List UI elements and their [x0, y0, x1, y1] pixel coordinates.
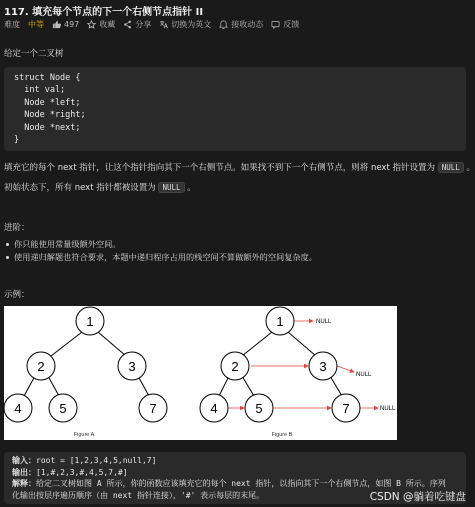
share-icon	[123, 20, 132, 29]
node-label: 4	[14, 401, 22, 416]
favorite-label: 收藏	[99, 20, 116, 29]
explain-text: 给定二叉树如图 A 所示，你的函数应该填充它的每个 next 指针，以指向其下一个右侧节点，如图 B 所示。序列	[36, 479, 446, 489]
node-label: 5	[255, 401, 263, 416]
example-figure	[4, 306, 397, 440]
binary-tree-diagram	[4, 306, 397, 440]
advanced-list	[4, 238, 317, 264]
input-label: 输入：	[12, 456, 36, 465]
notification-label: 接收动态	[231, 20, 264, 29]
description-paragraph-2	[4, 181, 196, 193]
description-text-end: 。	[466, 163, 475, 173]
input-value: root = [1,2,3,4,5,null,7]	[36, 456, 157, 465]
bell-icon	[219, 20, 228, 29]
code-line: int val;	[14, 85, 66, 96]
like-button[interactable]	[52, 20, 79, 29]
null-label: NULL	[356, 372, 372, 378]
description-paragraph-1	[4, 161, 475, 173]
example-output-line	[12, 467, 458, 479]
favorite-button[interactable]	[87, 19, 115, 30]
problem-title: 117. 填充每个节点的下一个右侧节点指针 II	[4, 7, 204, 18]
description-text-end: 。	[187, 183, 196, 193]
null-code-tag: NULL	[438, 162, 464, 173]
star-icon	[87, 20, 96, 29]
null-label: NULL	[380, 406, 396, 412]
node-label: 2	[231, 359, 239, 374]
code-line: }	[14, 135, 20, 146]
example-heading: 示例：	[4, 290, 30, 300]
figure-b-next-pointers	[228, 321, 378, 408]
feedback-label: 反馈	[283, 20, 300, 29]
share-button[interactable]	[123, 19, 151, 30]
advanced-heading: 进阶：	[4, 223, 30, 233]
list-item: 你只能使用常量级额外空间。	[4, 238, 317, 251]
output-value: [1,#,2,3,#,4,5,7,#]	[36, 467, 128, 477]
csdn-watermark: CSDN @躺着吃键盘	[369, 491, 466, 503]
node-label: 4	[210, 401, 218, 416]
node-label: 7	[342, 401, 350, 416]
share-label: 分享	[135, 20, 152, 29]
node-struct-code-block	[4, 67, 466, 151]
code-line: Node *next;	[14, 122, 81, 133]
code-line: Node *right;	[14, 110, 86, 121]
like-count: 497	[64, 20, 80, 29]
list-item: 使用递归解题也符合要求，本题中递归程序占用的栈空间不算做额外的空间复杂度。	[4, 251, 317, 264]
intro-text: 给定一个二叉树	[4, 49, 64, 59]
node-label: 2	[37, 359, 45, 374]
node-label: 1	[276, 314, 284, 329]
node-label: 1	[86, 314, 94, 329]
node-label: 3	[128, 359, 136, 374]
difficulty-label: 难度	[4, 20, 20, 29]
node-label: 5	[59, 401, 67, 416]
switch-language-label: 切换为英文	[171, 20, 212, 29]
problem-meta-bar	[4, 19, 299, 30]
node-label: 3	[319, 359, 327, 374]
feedback-icon	[271, 20, 280, 29]
node-label: 7	[149, 401, 157, 416]
example-explain-line-2: 化输出按层序遍历顺序（由 next 指针连接），'#' 表示每层的末尾。	[12, 490, 265, 500]
translate-icon	[159, 20, 168, 29]
figure-a-caption: Figure A	[73, 432, 95, 438]
description-text: 初始状态下，所有 next 指针都被设置为	[4, 183, 156, 193]
explain-label: 解释：	[12, 479, 36, 489]
output-label: 输出：	[12, 467, 36, 477]
feedback-button[interactable]	[271, 19, 299, 30]
notification-button[interactable]	[219, 19, 263, 30]
code-line: Node *left;	[14, 97, 81, 108]
example-input-line	[12, 455, 458, 467]
description-text: 填充它的每个 next 指针，让这个指针指向其下一个右侧节点。如果找不到下一个右侧节点，则将 next 指针设置为	[4, 163, 435, 173]
switch-language-button[interactable]	[159, 19, 211, 30]
null-label: NULL	[316, 319, 332, 325]
null-code-tag: NULL	[158, 182, 184, 193]
figure-b-caption: Figure B	[271, 432, 293, 438]
thumbs-up-icon	[52, 20, 61, 29]
difficulty-badge: 中等	[28, 20, 44, 29]
code-line: struct Node {	[14, 73, 81, 83]
